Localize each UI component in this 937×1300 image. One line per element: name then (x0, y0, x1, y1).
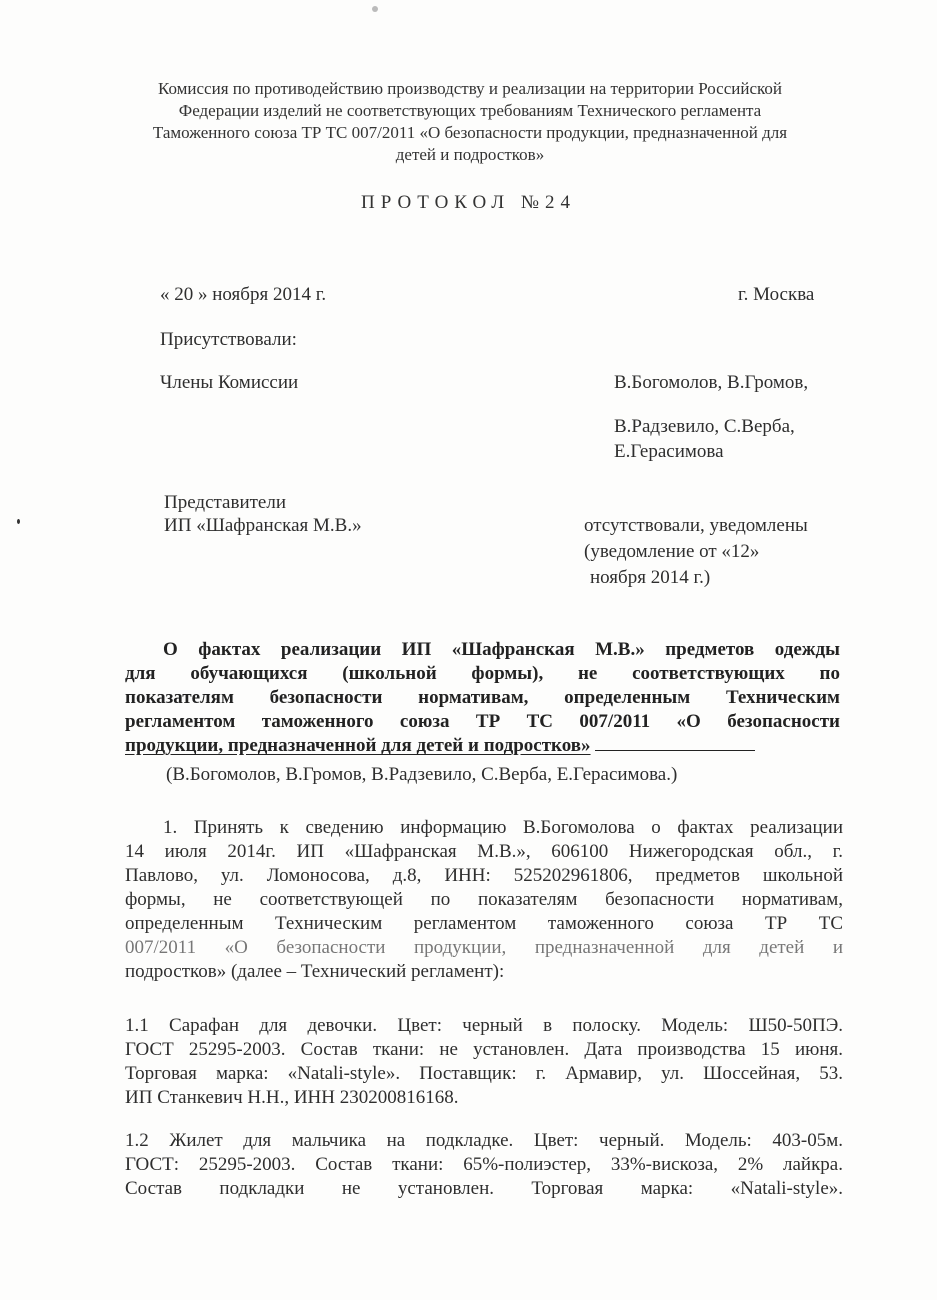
subject-line: регламентом таможенного союза ТР ТС 007/2011 «О безопасности (125, 711, 840, 732)
paragraph-line: 1.1 Сарафан для девочки. Цвет: черный в полоску. Модель: Ш50-50ПЭ. (125, 1015, 843, 1036)
header-line: детей и подростков» (395, 145, 545, 164)
members-names-line: В.Богомолов, В.Громов, (614, 372, 809, 393)
representatives-label: Представители (164, 492, 286, 513)
subject-speakers: (В.Богомолов, В.Громов, В.Радзевило, С.Верба, Е.Герасимова.) (166, 764, 678, 785)
decision-item-1 (125, 816, 843, 984)
paragraph-line: Торговая марка: «Natali-style». Поставщик: г. Армавир, ул. Шоссейная, 53. (125, 1063, 843, 1084)
paragraph-line: Состав подкладки не установлен. Торговая марка: «Natali-style». (125, 1178, 843, 1199)
paragraph-line: подростков» (далее – Технический регламент): (125, 961, 505, 982)
paragraph-line: 1.2 Жилет для мальчика на подкладке. Цвет: черный. Модель: 403-05м. (125, 1130, 843, 1151)
underline-filler (595, 734, 755, 751)
subject-line: для обучающихся (школьной формы), не соответствующих по (125, 663, 840, 684)
protocol-subject (125, 638, 840, 758)
paragraph-line: определенным Техническим регламентом таможенного союза ТР ТС (125, 913, 843, 934)
decision-item-1-1 (125, 1014, 843, 1110)
paragraph-line: ИП Станкевич Н.Н., ИНН 230200816168. (125, 1087, 459, 1108)
subject-line: О фактах реализации ИП «Шафранская М.В.» предметов одежды (163, 639, 840, 660)
subject-last-line (125, 734, 840, 758)
header-line: Комиссия по противодействию производству и реализации на территории Российской (157, 79, 783, 98)
paragraph-line: ГОСТ 25295-2003. Состав ткани: не установлен. Дата производства 15 июня. (125, 1039, 843, 1060)
paragraph-line: 1. Принять к сведению информацию В.Богомолова о фактах реализации (163, 817, 843, 838)
representatives-status: ноября 2014 г.) (590, 567, 711, 588)
protocol-date: « 20 » ноября 2014 г. (160, 284, 327, 305)
subject-underlined-text: продукции, предназначенной для детей и подростков» (125, 735, 591, 756)
subject-line: показателям безопасности нормативам, определенным Техническим (125, 687, 840, 708)
paragraph-line: Павлово, ул. Ломоносова, д.8, ИНН: 525202961806, предметов школьной (125, 865, 843, 886)
representatives-status: отсутствовали, уведомлены (584, 515, 808, 536)
paragraph-line: 14 июля 2014г. ИП «Шафранская М.В.», 606100 Нижегородская обл., г. (125, 841, 843, 862)
members-names-line: Е.Герасимова (614, 441, 724, 462)
protocol-city: г. Москва (738, 284, 815, 305)
representatives-status: (уведомление от «12» (584, 541, 760, 562)
commission-header (100, 78, 840, 166)
protocol-title: ПРОТОКОЛ №24 (360, 192, 577, 213)
header-line: Федерации изделий не соответствующих требованиям Технического регламента (178, 101, 762, 120)
members-label: Члены Комиссии (160, 372, 299, 393)
paragraph-line: формы, не соответствующей по показателям безопасности нормативам, (125, 889, 843, 910)
paragraph-line: ГОСТ: 25295-2003. Состав ткани: 65%-полиэстер, 33%-вискоза, 2% лайкра. (125, 1154, 843, 1175)
header-line: Таможенного союза ТР ТС 007/2011 «О безопасности продукции, предназначенной для (152, 123, 788, 142)
members-names-line: В.Радзевило, С.Верба, (614, 416, 795, 437)
paragraph-line: 007/2011 «О безопасности продукции, предназначенной для детей и (125, 937, 843, 958)
decision-item-1-2 (125, 1129, 843, 1201)
scan-speck (17, 519, 20, 524)
scan-speck (372, 6, 378, 12)
representatives-label: ИП «Шафранская М.В.» (164, 515, 362, 536)
attended-label: Присутствовали: (160, 329, 297, 350)
